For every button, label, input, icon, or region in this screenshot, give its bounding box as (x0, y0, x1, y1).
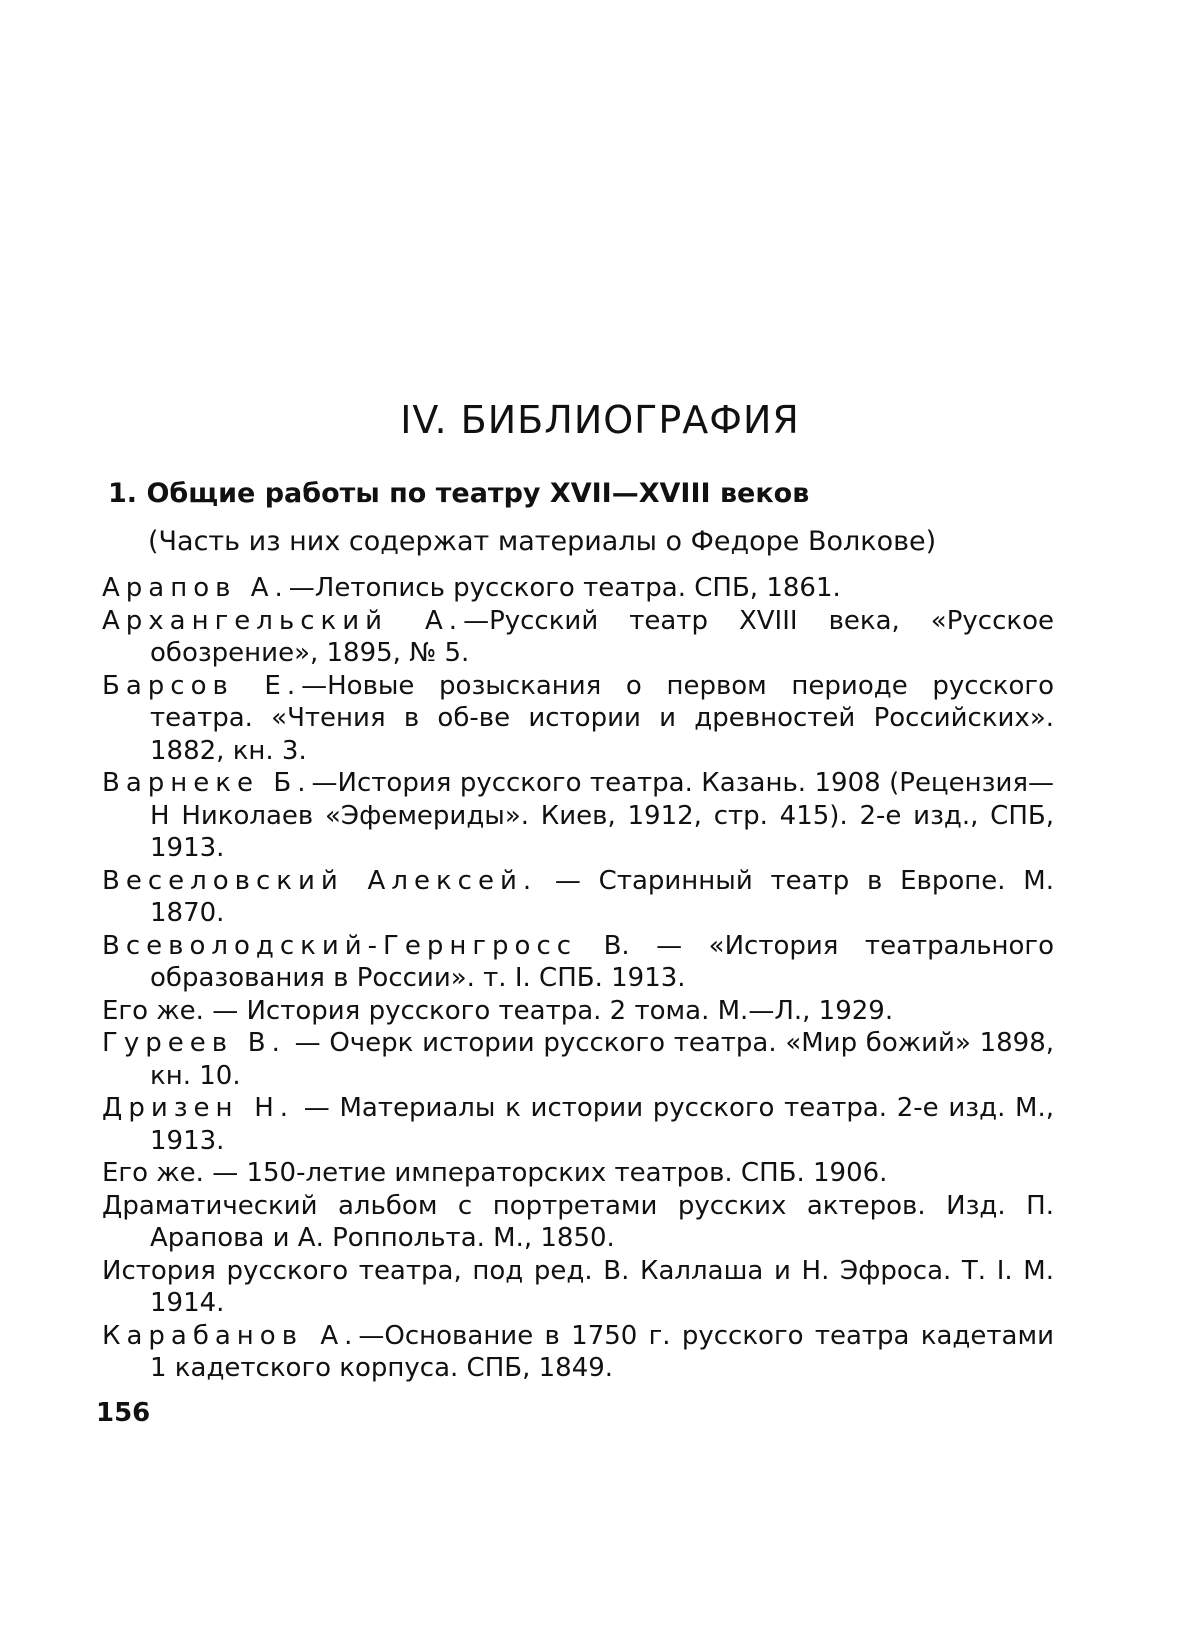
bibliography-entry (102, 1092, 1054, 1157)
bibliography-entry (102, 572, 1054, 605)
entry-text: — Старинный театр в Европе. М. 1870. (150, 865, 1055, 928)
section-title: 1. Общие работы по театру XVII—XVIII веков (108, 478, 810, 509)
bibliography-entry (102, 1157, 1054, 1190)
bibliography-entry (102, 1190, 1054, 1255)
entry-author: Веселовский Алексей. (102, 865, 538, 896)
bibliography-entry (102, 605, 1054, 670)
bibliography-entry (102, 670, 1054, 768)
entry-author: Дризен Н. (102, 1093, 295, 1123)
entry-text: —Новые розыскания о первом периоде русского театра. «Чтения в об-ве истории и древностей Российских». 1882, кн. 3. (150, 670, 1054, 766)
bibliography-entry (102, 995, 1054, 1028)
entry-author: Барсов Е. (102, 670, 302, 701)
bibliography-entry (102, 930, 1054, 995)
bibliography-entry (102, 767, 1054, 865)
entry-text: — Очерк истории русского театра. «Мир божий» 1898, кн. 10. (150, 1028, 1054, 1091)
entry-text: История русского театра, под ред. В. Каллаша и Н. Эфроса. Т. I. М. 1914. (102, 1255, 1054, 1318)
entry-author: Гуреев В. (102, 1028, 286, 1058)
entry-text: Его же. — История русского театра. 2 тома. М.—Л., 1929. (102, 995, 894, 1026)
entry-text: —Летопись русского театра. СПБ, 1861. (288, 573, 841, 603)
entry-text: В. — «История театрального образования в России». т. I. СПБ. 1913. (150, 930, 1054, 993)
bibliography-entry (102, 865, 1054, 930)
entry-author: Варнеке Б. (102, 768, 312, 798)
entry-author: Арапов А. (102, 573, 289, 603)
entry-author: Архангельский А. (102, 605, 464, 636)
entry-text: —Русский театр XVIII века, «Русское обозрение», 1895, № 5. (150, 605, 1054, 668)
bibliography-entry (102, 1255, 1054, 1320)
page-number: 156 (96, 1398, 151, 1428)
bibliography-entry (102, 1320, 1054, 1385)
entry-text: —Основание в 1750 г. русского театра кадетами 1 кадетского корпуса. СПБ, 1849. (150, 1320, 1054, 1383)
entry-text: — Материалы к истории русского театра. 2-е изд. М., 1913. (150, 1093, 1055, 1156)
section-note: (Часть из них содержат материалы о Федоре Волкове) (148, 526, 937, 557)
chapter-title: IV. БИБЛИОГРАФИЯ (400, 398, 800, 442)
bibliography-list (102, 572, 1054, 1385)
entry-text: —История русского театра. Казань. 1908 (Рецензия—Н Николаев «Эфемериды». Киев, 1912, стр. 415). 2-е изд., СПБ, 1913. (150, 768, 1054, 863)
bibliography-entry (102, 1027, 1054, 1092)
entry-author: Всеволодский-Гернгросс (102, 930, 578, 961)
entry-text: Его же. — 150-летие императорских театров. СПБ. 1906. (102, 1158, 888, 1188)
entry-author: Карабанов А. (102, 1320, 359, 1351)
entry-text: Драматический альбом с портретами русских актеров. Изд. П. Арапова и А. Роппольта. М., 1850. (102, 1190, 1054, 1253)
